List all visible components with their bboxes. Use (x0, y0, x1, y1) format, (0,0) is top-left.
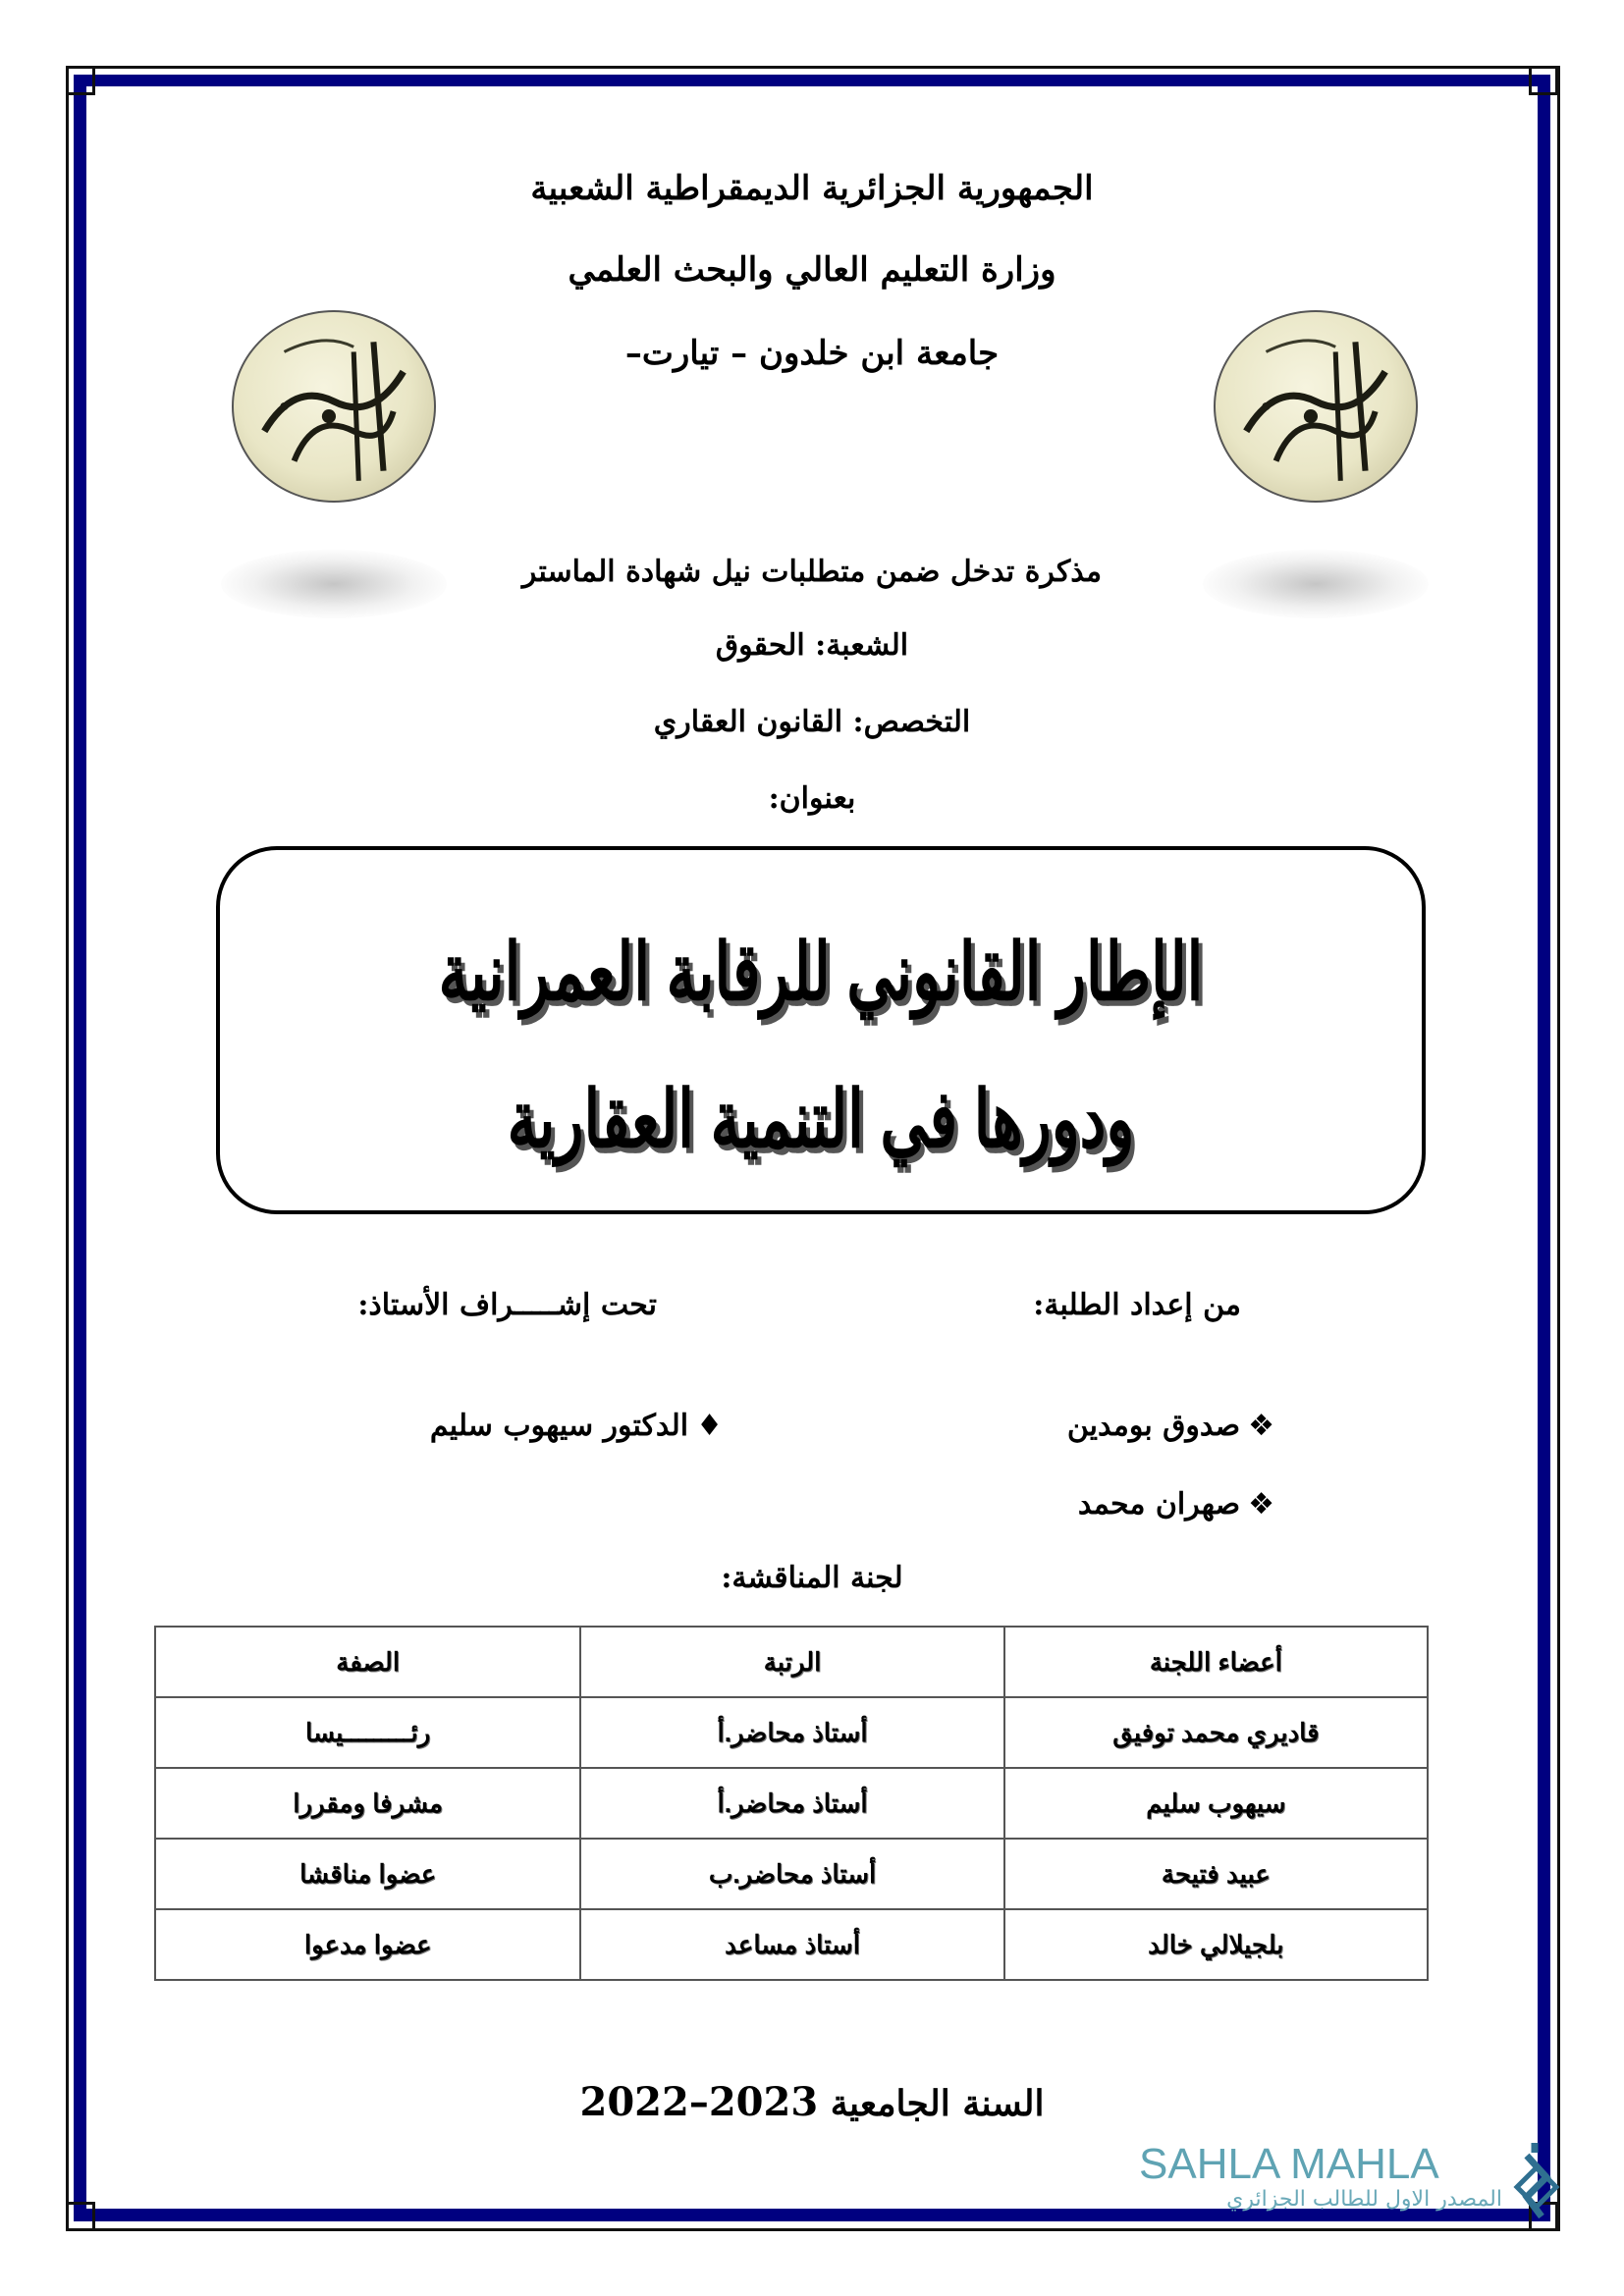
university-name: جامعة ابن خلدون – تيارت– (624, 334, 1000, 373)
column-header-role: الصفة (155, 1627, 580, 1697)
table-row (155, 1839, 1428, 1909)
student-name: صدوق بومدين (1066, 1409, 1241, 1443)
page-border-left (74, 75, 86, 2221)
member-rank: أستاذ محاضر.أ (580, 1697, 1003, 1768)
student-item (1078, 1487, 1274, 1522)
diamond-bullet-icon: ♦ (696, 1409, 723, 1443)
member-name: سيهوب سليم (1004, 1768, 1428, 1839)
member-role: مشرفا ومقررا (155, 1768, 580, 1839)
academic-year-value: 2023–2022 (579, 2079, 819, 2125)
country-name: الجمهورية الجزائرية الديمقراطية الشعبية (530, 169, 1094, 208)
academic-year-label: السنة الجامعية (830, 2083, 1045, 2124)
member-name: قاديري محمد توفيق (1004, 1697, 1428, 1768)
ministry-name: وزارة التعليم العالي والبحث العلمي (568, 250, 1056, 290)
supervisor-item (430, 1409, 723, 1443)
watermark-tagline: المصدر الاول للطالب الجزائري (1226, 2187, 1502, 2212)
column-header-members: أعضاء اللجنة (1004, 1627, 1428, 1697)
member-rank: أستاذ محاضر.أ (580, 1768, 1003, 1839)
thesis-title-box (216, 846, 1426, 1214)
table-row (155, 1768, 1428, 1839)
committee-table (154, 1626, 1429, 1981)
committee-label: لجنة المناقشة: (721, 1561, 903, 1595)
page-border-top (74, 75, 1549, 86)
member-role: رئـــــــــيسا (155, 1697, 580, 1768)
supervisor-label: تحت إشـــــراف الأستاذ: (357, 1288, 657, 1322)
diamond-bullet-icon: ❖ (1248, 1487, 1274, 1522)
member-role: عضوا مدعوا (155, 1909, 580, 1980)
member-rank: أستاذ محاضر.ب (580, 1839, 1003, 1909)
students-label: من إعداد الطلبة: (1033, 1288, 1241, 1322)
table-row (155, 1697, 1428, 1768)
member-name: عبيد فتيحة (1004, 1839, 1428, 1909)
supervisor-name: الدكتور سيهوب سليم (429, 1409, 689, 1443)
student-item (1067, 1409, 1274, 1443)
member-name: بلجيلالي خالد (1004, 1909, 1428, 1980)
watermark-brand: SAHLA MAHLA (1139, 2140, 1439, 2188)
border-corner-ornament (66, 2202, 95, 2231)
thesis-title-line1: الإطار القانوني للرقابة العمرانية (438, 928, 1204, 1017)
thesis-title-line2: ودورها في التنمية العقارية (507, 1075, 1135, 1164)
column-header-rank: الرتبة (580, 1627, 1003, 1697)
thesis-purpose: مذكرة تدخل ضمن متطلبات نيل شهادة الماستر (521, 555, 1103, 589)
member-role: عضوا مناقشا (155, 1839, 580, 1909)
branch: الشعبة: الحقوق (715, 628, 909, 663)
border-corner-ornament (66, 66, 95, 95)
diamond-bullet-icon: ❖ (1248, 1409, 1274, 1443)
title-intro: بعنوان: (768, 781, 856, 816)
academic-year (0, 2079, 1624, 2125)
specialty: التخصص: القانون العقاري (653, 705, 971, 739)
student-name: صهران محمد (1077, 1487, 1241, 1522)
border-corner-ornament (1529, 66, 1558, 95)
watermark-logo-icon (1507, 2138, 1566, 2226)
page-border-right (1538, 75, 1550, 2221)
table-header-row (155, 1627, 1428, 1697)
table-row (155, 1909, 1428, 1980)
member-rank: أستاذ مساعد (580, 1909, 1003, 1980)
